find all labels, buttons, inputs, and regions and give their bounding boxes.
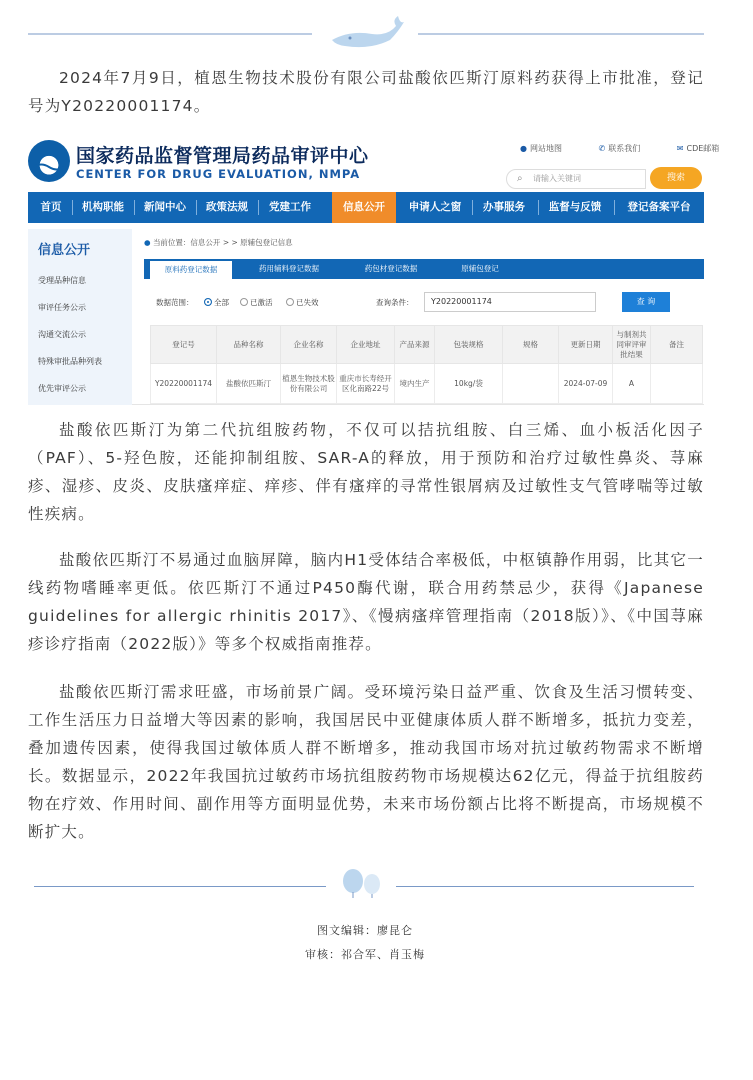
tab-packaging[interactable]: 药包材登记数据 — [364, 264, 418, 273]
bottom-divider-right — [396, 886, 694, 887]
nav-functions[interactable]: 机构职能 — [82, 201, 124, 213]
cell-remark — [651, 364, 703, 404]
sitemap-link[interactable]: ● 网站地图 — [520, 144, 562, 153]
top-links — [520, 143, 753, 154]
location-pin-icon: ● — [144, 238, 151, 247]
col-source: 产品来源 — [395, 326, 435, 364]
site-header — [28, 133, 720, 191]
nav-policy[interactable]: 政策法规 — [206, 201, 248, 213]
nav-services[interactable]: 办事服务 — [483, 201, 525, 213]
col-updated: 更新日期 — [559, 326, 613, 364]
tab-api[interactable]: 原料药登记数据 — [150, 259, 232, 281]
intro-paragraph: 2024年7月9日，植恩生物技术股份有限公司盐酸依匹斯汀原料药获得上市批准，登记号为Y20220001174。 — [28, 69, 704, 115]
col-name: 品种名称 — [217, 326, 281, 364]
cell-spec — [503, 364, 559, 404]
editor-credit: 图文编辑：廖昆仑 — [317, 924, 413, 937]
mail-icon: ✉ — [676, 144, 684, 153]
sidebar-item-special[interactable]: 特殊审批品种列表 — [38, 357, 102, 366]
query-filter — [144, 285, 704, 315]
location-icon: ● — [520, 144, 527, 153]
sidebar-item-tasks[interactable]: 审评任务公示 — [38, 303, 86, 312]
cell-reg-no: Y20220001174 — [151, 364, 217, 404]
scope-label: 数据范围： — [156, 298, 194, 307]
email-link[interactable]: ✉ CDE邮箱 — [676, 144, 720, 153]
safety-paragraph: 盐酸依匹斯汀不易通过血脑屏障，脑内H1受体结合率极低，中枢镇静作用弱，比其它一线药物嗜睡率更低。依匹斯汀不通过P450酶代谢，联合用药禁忌少，获得《Japanese guidelines for allergic rhinitis 2017》、《慢病瘙痒管理指南（2018版）》、《中国荨麻疹诊疗指南（2022版）》等多个权威指南推荐。 — [28, 551, 704, 653]
col-package: 包装规格 — [435, 326, 503, 364]
pharmacology-paragraph: 盐酸依匹斯汀为第二代抗组胺药物，不仅可以拮抗组胺、白三烯、血小板活化因子（PAF）、5-羟色胺，还能抑制组胺、SAR-A的释放，用于预防和治疗过敏性鼻炎、荨麻疹、湿疹、皮炎、皮肤瘙痒症、痒疹、伴有瘙痒的寻常性银屑病及过敏性支气管哮喘等过敏性疾病。 — [28, 421, 704, 523]
search-button[interactable]: 搜索 — [650, 167, 702, 189]
sidebar-item-accepted[interactable]: 受理品种信息 — [38, 276, 86, 285]
site-title-cn: 国家药品监督管理局药品审评中心 — [76, 145, 369, 167]
cell-source: 境内生产 — [395, 364, 435, 404]
scope-active-radio[interactable]: 已激活 — [240, 297, 273, 308]
sidebar-item-communication[interactable]: 沟通交流公示 — [38, 330, 86, 339]
scope-expired-radio[interactable]: 已失效 — [286, 297, 319, 308]
query-input[interactable]: Y20220001174 — [424, 292, 596, 312]
nav-home[interactable]: 首页 — [40, 201, 62, 213]
scope-all-radio[interactable]: 全部 — [204, 297, 229, 308]
nav-feedback[interactable]: 监督与反馈 — [548, 201, 602, 213]
sidebar-title: 信息公开 — [38, 243, 91, 258]
col-remark: 备注 — [651, 326, 703, 364]
cell-address: 重庆市长寿经开区化南路22号 — [337, 364, 395, 404]
data-tabs — [144, 259, 704, 279]
col-review-result: 与制剂共同审评审批结果 — [613, 326, 651, 364]
nav-news[interactable]: 新闻中心 — [144, 201, 186, 213]
contact-link[interactable]: ✆ 联系我们 — [598, 144, 641, 153]
search-input[interactable]: ⌕ 请输入关键词 — [506, 169, 646, 189]
breadcrumb: ● 当前位置：信息公开 > > 原辅包登记信息 — [144, 238, 293, 247]
results-table — [150, 325, 703, 404]
nav-registration[interactable]: 登记备案平台 — [627, 201, 691, 213]
col-company: 企业名称 — [281, 326, 337, 364]
cde-website-screenshot — [28, 133, 720, 405]
market-paragraph: 盐酸依匹斯汀需求旺盛，市场前景广阔。受环境污染日益严重、饮食及生活习惯转变、工作生活压力日益增大等因素的影响，我国居民中亚健康体质人群不断增多，抵抗力变差，叠加遗传因素，使得我国过敏体质人群不断增多，推动我国市场对抗过敏药物需求不断增长。数据显示，2022年我国抗过敏药市场抗组胺药物市场规模达62亿元，得益于抗组胺药物在疗效、作用时间、副作用等方面明显优势，未来市场份额占比将不断提高，市场规模不断扩大。 — [28, 683, 704, 841]
bottom-divider-left — [34, 886, 326, 887]
tab-registration[interactable]: 原辅包登记 — [461, 264, 499, 273]
phone-icon: ✆ — [598, 144, 606, 153]
query-label: 查询条件： — [376, 298, 414, 307]
cell-updated: 2024-07-09 — [559, 364, 613, 404]
reviewer-credit: 审核：祁合军、肖玉梅 — [305, 948, 425, 961]
bubble-decoration-icon — [338, 866, 388, 898]
tab-excipient[interactable]: 药用辅料登记数据 — [259, 264, 319, 273]
cell-review-result: A — [613, 364, 651, 404]
sidebar — [28, 229, 132, 405]
cell-package: 10kg/袋 — [435, 364, 503, 404]
col-reg-no: 登记号 — [151, 326, 217, 364]
nav-party[interactable]: 党建工作 — [269, 201, 311, 213]
col-spec: 规格 — [503, 326, 559, 364]
nav-info-public[interactable]: 信息公开 — [332, 192, 396, 223]
query-button[interactable]: 查 询 — [622, 292, 670, 312]
cell-company: 植恩生物技术股份有限公司 — [281, 364, 337, 404]
main-nav — [28, 192, 704, 223]
table-row[interactable] — [151, 364, 703, 404]
search-icon: ⌕ — [517, 173, 523, 184]
col-address: 企业地址 — [337, 326, 395, 364]
cde-logo-icon — [28, 140, 70, 182]
site-title-en: CENTER FOR DRUG EVALUATION, NMPA — [76, 167, 361, 181]
cell-name: 盐酸依匹斯汀 — [217, 364, 281, 404]
table-header-row — [151, 326, 703, 364]
whale-divider-icon — [0, 0, 730, 60]
sidebar-item-priority[interactable]: 优先审评公示 — [38, 384, 86, 393]
nav-applicant[interactable]: 申请人之窗 — [408, 201, 462, 213]
